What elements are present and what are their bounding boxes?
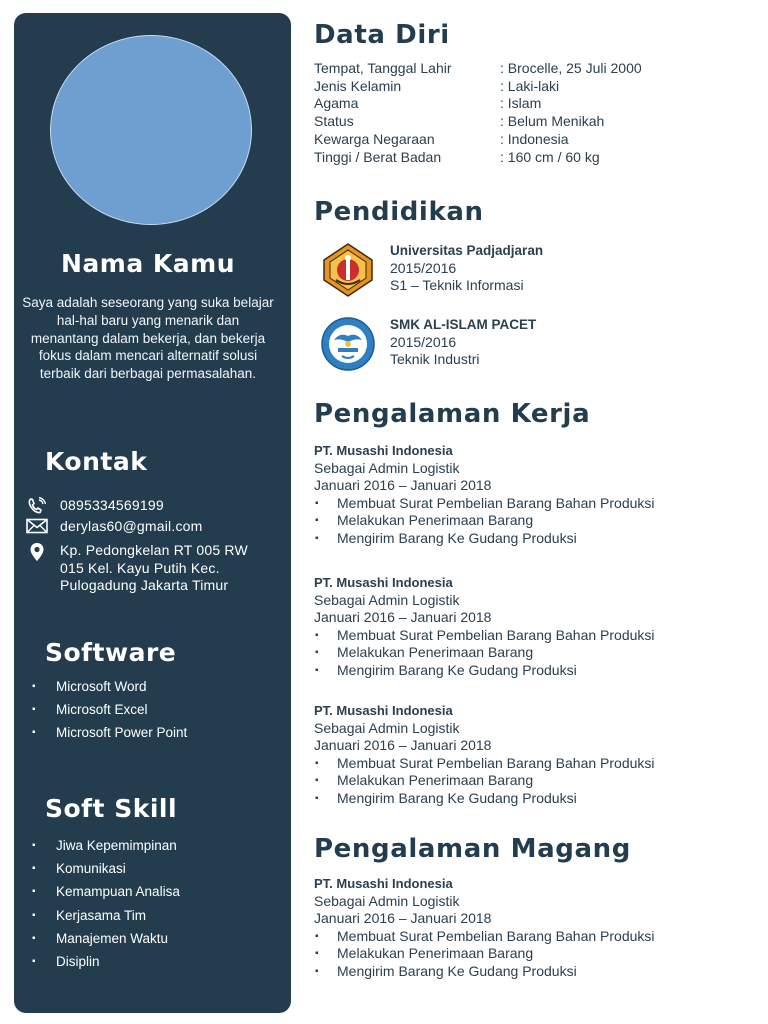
contact-address-row [26,542,260,595]
internship-item [314,875,655,981]
list-item: ▪ Membuat Surat Pembelian Barang Bahan Produksi [314,495,655,513]
job-role: Sebagai Admin Logistik [314,892,460,909]
company-name: PT. Musashi Indonesia [314,703,453,718]
job-role: Sebagai Admin Logistik [314,459,460,476]
list-item: ▪ Jiwa Kepemimpinan [32,837,180,860]
education-item [320,242,543,300]
school-years: 2015/2016 [390,333,457,350]
pendidikan-heading: Pendidikan [314,197,484,227]
table-row: Tempat, Tanggal Lahir : Brocelle, 25 Juli 2000 [314,60,642,76]
contact-phone[interactable]: 0895334569199 [60,497,164,513]
school-years: 2015/2016 [390,259,457,276]
list-item: ▪ Melakukan Penerimaan Barang [314,772,655,790]
software-list [32,678,187,748]
job-period: Januari 2016 – Januari 2018 [314,609,492,626]
list-item: ▪ Melakukan Penerimaan Barang [314,512,655,530]
personal-data-table [314,60,642,166]
list-item: ▪ Membuat Surat Pembelian Barang Bahan Produksi [314,627,655,645]
profile-name: Nama Kamu [60,249,235,278]
school-name: Universitas Padjadjaran [390,243,544,258]
job-role: Sebagai Admin Logistik [314,719,460,736]
location-pin-icon [26,542,48,560]
company-name: PT. Musashi Indonesia [314,575,453,590]
education-item [320,316,536,374]
contact-heading: Kontak [45,447,148,476]
phone-icon [26,497,48,515]
list-item: ▪ Kerjasama Tim [32,907,180,930]
company-name: PT. Musashi Indonesia [314,443,453,458]
list-item: ▪ Mengirim Barang Ke Gudang Produksi [314,790,655,808]
list-item: ▪ Membuat Surat Pembelian Barang Bahan Produksi [314,755,655,773]
list-item: ▪ Melakukan Penerimaan Barang [314,945,655,963]
soft-skill-list [32,837,180,976]
list-item: ▪ Melakukan Penerimaan Barang [314,644,655,662]
software-heading: Software [45,638,177,667]
list-item: ▪ Manajemen Waktu [32,930,180,953]
job-period: Januari 2016 – Januari 2018 [314,737,492,754]
data-diri-heading: Data Diri [314,20,450,50]
sidebar [14,13,291,1013]
table-row: Status : Belum Menikah [314,113,605,130]
school-major: S1 – Teknik Informasi [390,277,524,293]
school-name: SMK AL-ISLAM PACET [390,317,537,332]
university-seal-icon [320,242,378,300]
work-experience-item [314,574,655,680]
company-name: PT. Musashi Indonesia [314,876,453,891]
list-item: ▪ Microsoft Excel [32,701,187,724]
list-item: ▪ Kemampuan Analisa [32,883,180,906]
list-item: ▪ Mengirim Barang Ke Gudang Produksi [314,963,655,981]
table-row: Kewarga Negaraan : Indonesia [314,130,569,147]
contact-email-row [26,518,260,536]
list-item: ▪ Disiplin [32,953,180,976]
pengalaman-magang-heading: Pengalaman Magang [314,834,631,864]
table-row: Agama : Islam [314,95,542,112]
contact-email[interactable]: derylas60@gmail.com [60,518,203,534]
list-item: ▪ Membuat Surat Pembelian Barang Bahan Produksi [314,928,655,946]
contact-address: Kp. Pedongkelan RT 005 RW 015 Kel. Kayu Putih Kec. Pulogadung Jakarta Timur [60,542,248,594]
work-experience-item [314,702,655,808]
list-item: ▪ Microsoft Word [32,678,187,701]
job-period: Januari 2016 – Januari 2018 [314,910,492,927]
list-item: ▪ Mengirim Barang Ke Gudang Produksi [314,530,655,548]
job-role: Sebagai Admin Logistik [314,591,460,608]
table-row: Jenis Kelamin : Laki-laki [314,77,560,94]
list-item: ▪ Microsoft Power Point [32,724,187,747]
profile-photo [50,35,252,225]
pengalaman-kerja-heading: Pengalaman Kerja [314,399,591,429]
list-item: ▪ Komunikasi [32,860,180,883]
profile-bio: Saya adalah seseorang yang suka belajar hal-hal baru yang menarik dan menantang dalam bekerja, dan bekerja fokus dalam mencari alternatif solusi terbaik dari berbagai permasalahan. [22,295,274,382]
soft-skill-heading: Soft Skill [45,794,178,823]
table-row: Tinggi / Berat Badan : 160 cm / 60 kg [314,148,600,165]
work-experience-item [314,442,655,548]
school-emblem-icon [320,316,378,374]
contact-phone-row [26,497,260,515]
school-major: Teknik Industri [390,351,480,367]
job-period: Januari 2016 – Januari 2018 [314,477,492,494]
mail-icon [26,518,48,536]
list-item: ▪ Mengirim Barang Ke Gudang Produksi [314,662,655,680]
